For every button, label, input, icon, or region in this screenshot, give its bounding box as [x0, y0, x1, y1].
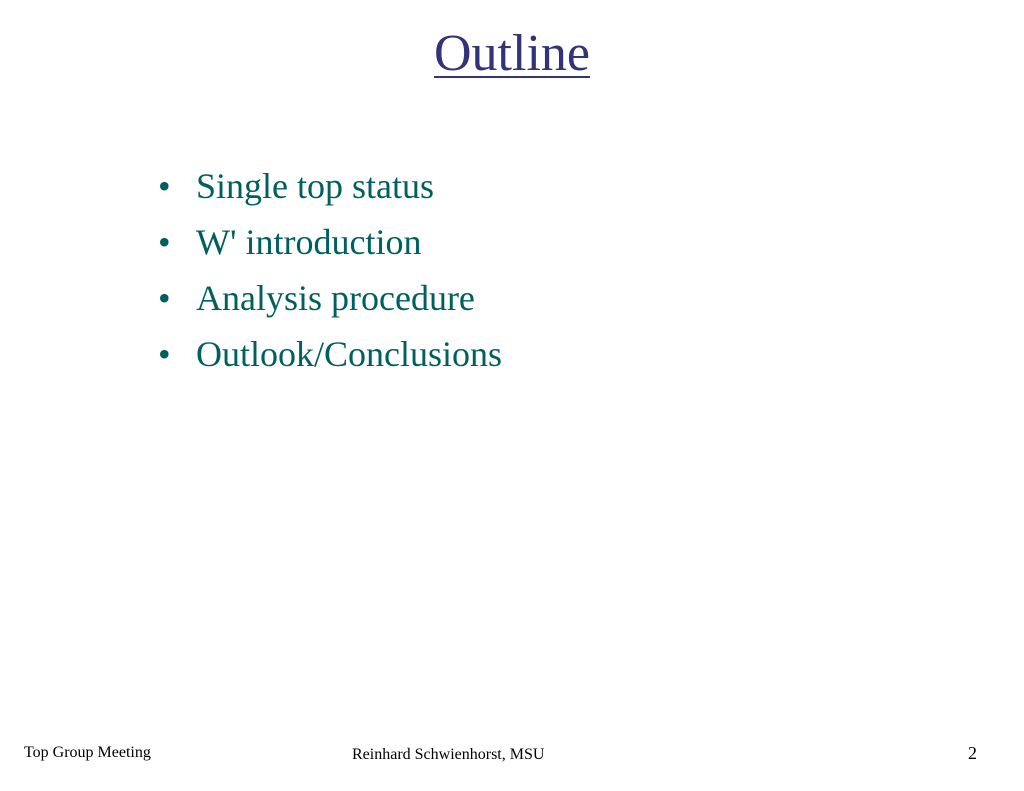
list-item-text: Outlook/Conclusions: [196, 334, 503, 374]
slide-title: Outline: [434, 25, 590, 82]
list-item-text: W' introduction: [196, 222, 422, 262]
footer-meeting-name: Top Group Meeting: [24, 744, 151, 761]
bullet-icon: •: [158, 222, 171, 262]
bullet-icon: •: [158, 166, 171, 206]
bullet-icon: •: [158, 334, 171, 374]
outline-list: [158, 158, 502, 382]
list-item: [158, 214, 502, 270]
list-item: [158, 270, 502, 326]
footer-author: Reinhard Schwienhorst, MSU: [352, 746, 545, 763]
list-item: [158, 158, 502, 214]
list-item: [158, 326, 502, 382]
list-item-text: Analysis procedure: [196, 278, 475, 318]
list-item-text: Single top status: [196, 166, 435, 206]
page-number: 2: [968, 743, 977, 763]
bullet-icon: •: [158, 278, 171, 318]
